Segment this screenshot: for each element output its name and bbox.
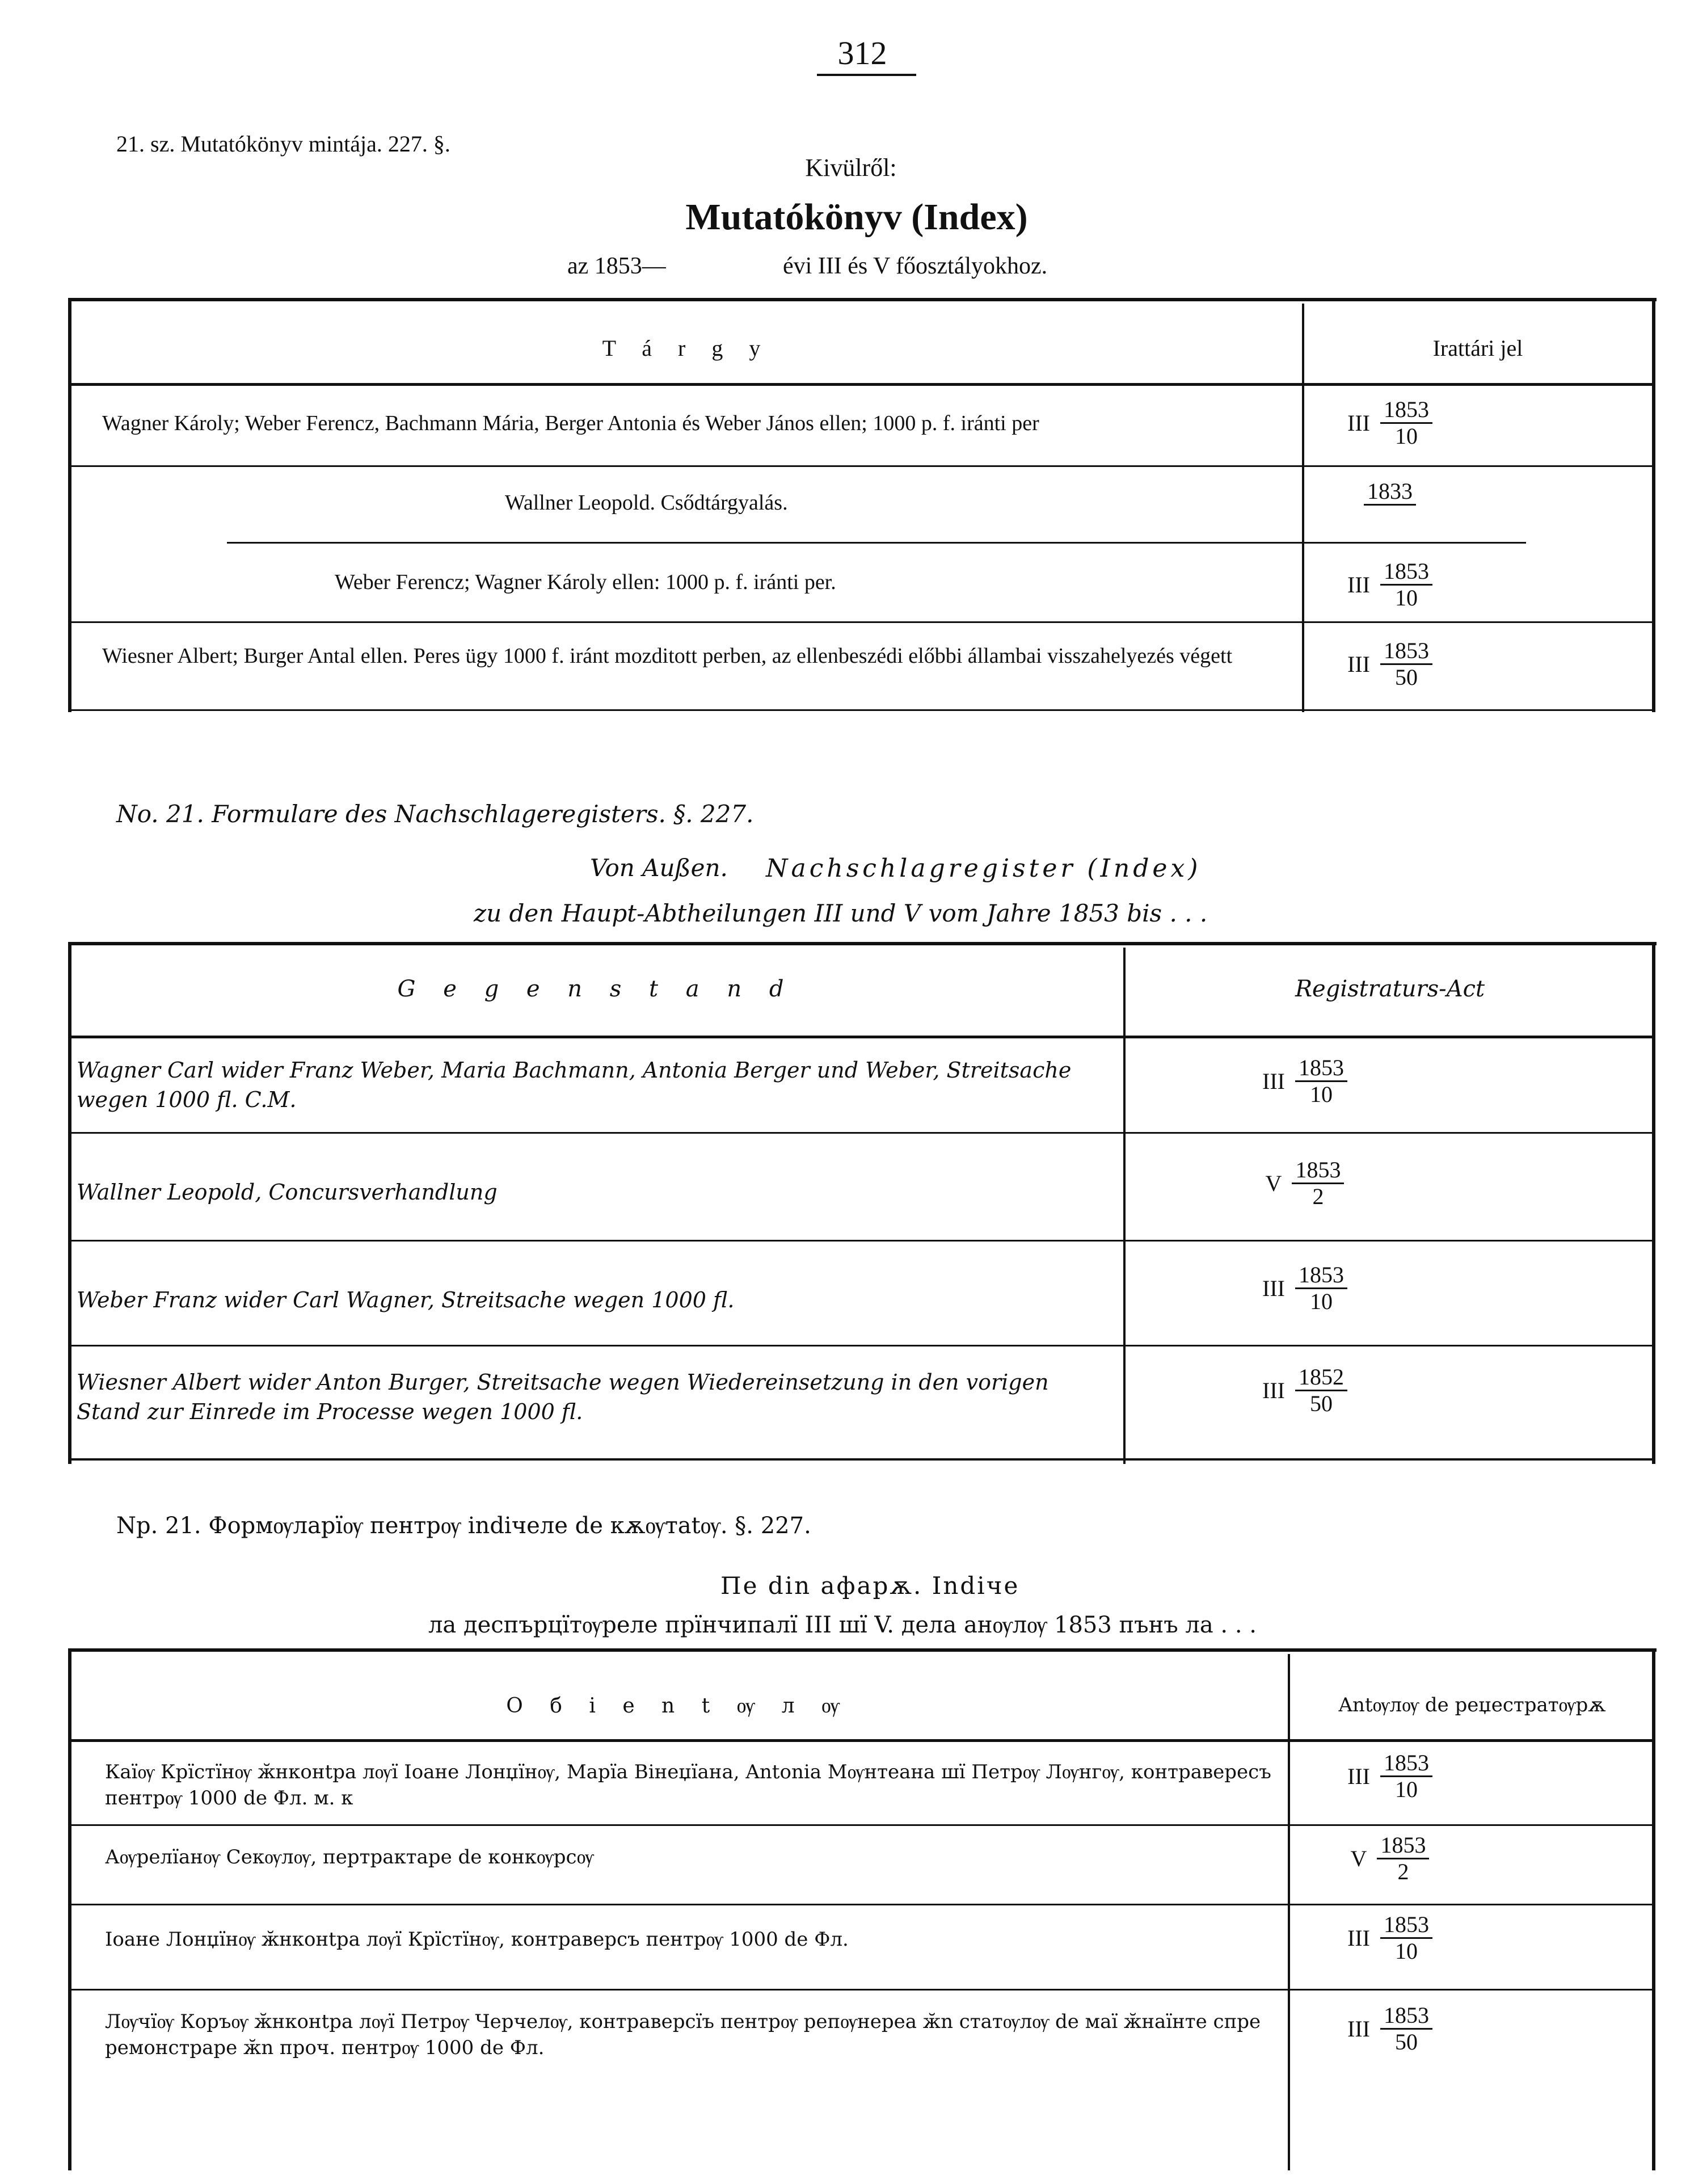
de-row-divider xyxy=(71,1345,1652,1346)
de-von-aussen: Von Außen. xyxy=(590,854,728,882)
page-number-underline xyxy=(817,74,916,76)
de-row-1-text: Wagner Carl wider Franz Weber, Maria Bachmann, Antonia Berger und Weber, Streitsache wegen 1000 fl. C.M. xyxy=(77,1058,1072,1112)
de-col-subject: G e g e n s t a n d xyxy=(397,976,794,1002)
hu-row-divider xyxy=(227,542,1526,544)
de-heading: No. 21. Formulare des Nachschlageregisters. §. 227. xyxy=(116,800,754,828)
hu-row-2-text: Wallner Leopold. Csődtárgyalás. xyxy=(505,491,788,515)
ro-row-1-text: Каїѹ Крїстїнѹ ӂнконtра лѹї Ioaне Лонџїнѹ, Марїа Вінеџїана, Antonia Мѹнтеана шї Петрѹ Лѹнгѹ, контравересъ пентрѹ 1000 de Фл. м. к xyxy=(105,1761,1271,1810)
hu-row-4-ref: III $\frac{1853}{50}$ xyxy=(1305,638,1475,690)
de-table-left-border xyxy=(68,942,71,1464)
de-row-3-text: Weber Franz wider Carl Wagner, Streitsache wegen 1000 fl. xyxy=(77,1287,735,1312)
hu-heading: 21. sz. Mutatókönyv mintája. 227. §. xyxy=(116,131,450,157)
ro-table-top-rule xyxy=(68,1648,1657,1652)
ro-row-divider xyxy=(71,1989,1652,1991)
hu-table-bottom-rule xyxy=(71,709,1652,711)
hu-row-divider xyxy=(71,621,1652,623)
hu-row-3-text: Weber Ferencz; Wagner Károly ellen: 1000 p. f. iránti per. xyxy=(335,570,836,594)
ro-table-left-border xyxy=(68,1648,71,2170)
de-table-col-divider xyxy=(1123,948,1126,1464)
de-col-ref: Registraturs-Act xyxy=(1295,976,1485,1002)
de-row-divider xyxy=(71,1132,1652,1134)
hu-row-4-text: Wiesner Albert; Burger Antal ellen. Peres ügy 1000 f. iránt mozditott perben, az ellenbeszédi előbbi állambai visszahelyezés végett xyxy=(102,644,1233,668)
ro-row-3-ref: III $\frac{1853}{10}$ xyxy=(1305,1912,1475,1964)
ro-line-1: Пe din афарѫ. Indiчe xyxy=(720,1572,1020,1600)
hu-row-divider xyxy=(71,465,1652,467)
hu-kivulrol: Kivülről: xyxy=(805,154,897,182)
de-subtitle: zu den Haupt-Abtheilungen III und V vom Jahre 1853 bis . . . xyxy=(474,899,1208,927)
de-table-right-border xyxy=(1652,942,1655,1464)
de-row-divider xyxy=(71,1240,1652,1242)
hu-subtitle-left: az 1853— xyxy=(567,253,666,279)
hu-col-subject: T á r g y xyxy=(602,335,771,361)
de-table-bottom-rule xyxy=(71,1458,1652,1461)
ro-row-divider xyxy=(71,1904,1652,1905)
de-title: Nachschlagregister (Index) xyxy=(766,854,1202,883)
hu-row-3-ref: III $\frac{1853}{10}$ xyxy=(1305,559,1475,611)
ro-row-2-ref: V $\frac{1853}{2}$ xyxy=(1305,1833,1475,1884)
ro-col-subject: O б i e n t ѹ л ѹ xyxy=(506,1694,850,1718)
hu-title: Mutatókönyv (Index) xyxy=(685,196,1028,238)
de-row-2-ref: V $\frac{1853}{2}$ xyxy=(1220,1158,1390,1209)
de-header-rule xyxy=(71,1036,1652,1038)
ro-table-right-border xyxy=(1652,1648,1655,2170)
hu-row-1-text: Wagner Károly; Weber Ferencz, Bachmann Mária, Berger Antonia és Weber János ellen; 1000 p. f. iránti per xyxy=(102,411,1039,435)
page-number: 312 xyxy=(837,35,887,71)
ro-row-3-text: Ioaне Лонџїнѹ ӂнконtра лѹї Крїстїнѹ, контраверсъ пентрѹ 1000 de Фл. xyxy=(105,1928,849,1951)
de-row-4-ref: III $\frac{1852}{50}$ xyxy=(1220,1365,1390,1416)
hu-row-2-ref: 1833 xyxy=(1305,477,1475,506)
hu-table-col-divider xyxy=(1302,304,1304,712)
ro-col-ref: Antѹлѹ de реџестратѹрѫ xyxy=(1338,1694,1606,1716)
hu-subtitle-right: évi III és V főosztályokhoz. xyxy=(783,253,1048,279)
de-row-2-text: Wallner Leopold, Concursverhandlung xyxy=(77,1180,498,1205)
ro-header-rule xyxy=(71,1739,1652,1742)
hu-col-ref: Irattári jel xyxy=(1432,335,1523,361)
ro-row-divider xyxy=(71,1824,1652,1826)
ro-row-4-text: Лѹчїѹ Коръѹ ӂнконtра лѹї Петрѹ Черчелѹ, контраверсїъ пентрѹ репѹнерea ӂn статѹлѹ de маї ӂнаїнте спре ремонстраре ӂn проч. пентрѹ 1000 de Фл. xyxy=(105,2010,1261,2059)
hu-table-right-border xyxy=(1652,298,1655,712)
ro-row-4-ref: III $\frac{1853}{50}$ xyxy=(1305,2003,1475,2055)
hu-table-top-rule xyxy=(68,298,1657,301)
de-row-4-text: Wiesner Albert wider Anton Burger, Streitsache wegen Wiedereinsetzung in den vorigen Stand zur Einrede im Processe wegen 1000 fl. xyxy=(77,1370,1049,1424)
hu-header-rule xyxy=(71,383,1652,386)
hu-table-left-border xyxy=(68,298,71,712)
ro-heading: Np. 21. Формѹларїѹ пентрѹ indiчеле de кѫѹтаtѹ. §. 227. xyxy=(116,1513,811,1539)
ro-row-2-text: Аѹрелїанѹ Секѹлѹ, пертрактаре de конкѹрсѹ xyxy=(105,1846,594,1869)
hu-row-1-ref: III $\frac{1853}{10}$ xyxy=(1305,397,1475,449)
de-row-1-ref: III $\frac{1853}{10}$ xyxy=(1220,1055,1390,1107)
ro-line-2: ла деспърцїтѹреле прїнчипалї III шї V. дела анѹлѹ 1853 пънъ ла . . . xyxy=(428,1612,1257,1638)
de-table-top-rule xyxy=(68,942,1657,945)
de-row-3-ref: III $\frac{1853}{10}$ xyxy=(1220,1263,1390,1314)
ro-table-col-divider xyxy=(1288,1654,1290,2170)
ro-row-1-ref: III $\frac{1853}{10}$ xyxy=(1305,1750,1475,1802)
